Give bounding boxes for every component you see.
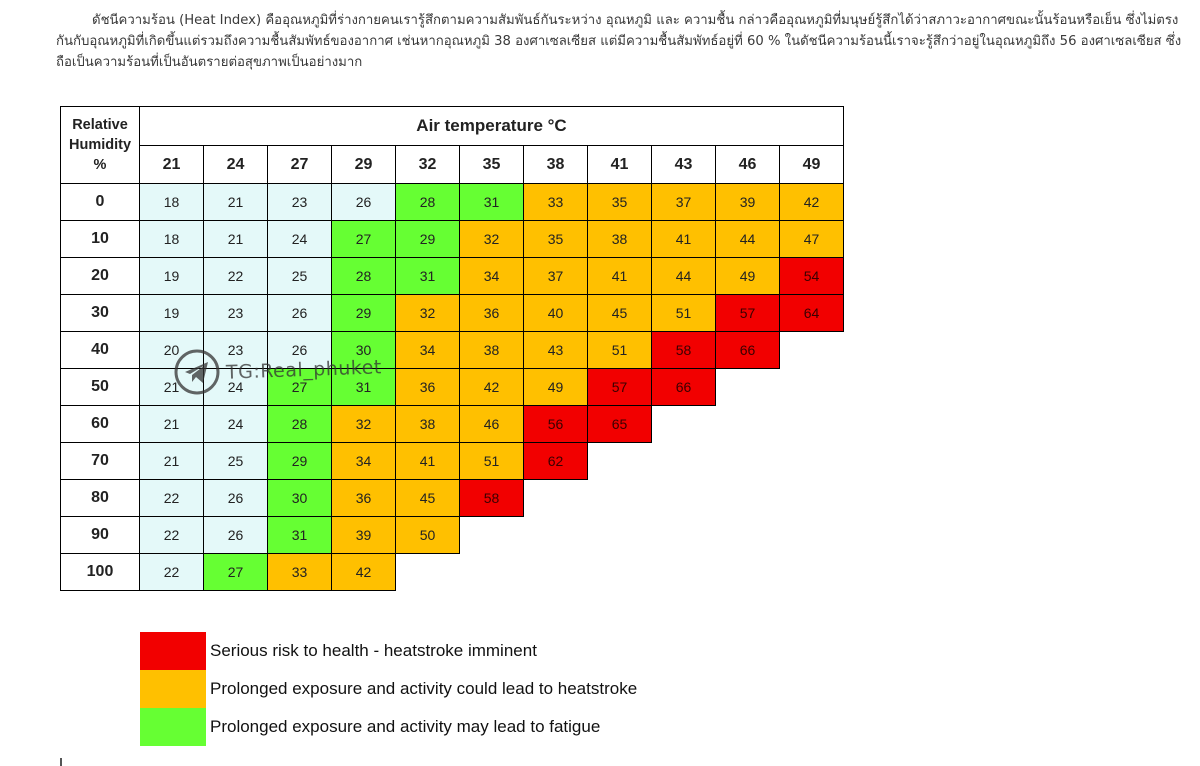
heat-index-cell: 22 — [140, 480, 204, 517]
heat-index-cell: 46 — [460, 406, 524, 443]
temperature-header-cell: 24 — [204, 146, 268, 184]
heat-index-cell: 27 — [204, 554, 268, 591]
heat-index-cell: 39 — [332, 517, 396, 554]
heat-index-rows — [61, 184, 844, 591]
humidity-cell: 30 — [61, 295, 140, 332]
legend-swatch — [140, 670, 206, 708]
heat-index-cell: 41 — [396, 443, 460, 480]
heat-index-cell: 31 — [460, 184, 524, 221]
empty-cell — [780, 406, 844, 443]
heat-index-cell: 26 — [204, 480, 268, 517]
heat-index-cell: 21 — [140, 406, 204, 443]
heat-index-cell: 36 — [396, 369, 460, 406]
heat-index-cell: 57 — [716, 295, 780, 332]
heat-index-cell: 42 — [332, 554, 396, 591]
heat-index-cell: 31 — [268, 517, 332, 554]
heat-index-cell: 40 — [524, 295, 588, 332]
heat-index-cell: 44 — [716, 221, 780, 258]
heat-index-cell: 36 — [332, 480, 396, 517]
heat-index-cell: 31 — [396, 258, 460, 295]
legend-swatch — [140, 708, 206, 746]
heat-index-cell: 51 — [460, 443, 524, 480]
heat-index-cell: 58 — [652, 332, 716, 369]
table-row — [61, 406, 844, 443]
heat-index-cell: 27 — [268, 369, 332, 406]
empty-cell — [716, 480, 780, 517]
empty-cell — [524, 554, 588, 591]
heat-index-cell: 26 — [204, 517, 268, 554]
intro-text — [56, 10, 1191, 73]
table-row — [61, 369, 844, 406]
temperature-header-cell: 32 — [396, 146, 460, 184]
heat-index-cell: 20 — [140, 332, 204, 369]
heat-index-cell: 51 — [652, 295, 716, 332]
table-row — [61, 184, 844, 221]
empty-cell — [396, 554, 460, 591]
empty-cell — [460, 554, 524, 591]
table-row — [61, 554, 844, 591]
heat-index-cell: 23 — [268, 184, 332, 221]
legend-item — [140, 670, 637, 708]
heat-index-cell: 26 — [332, 184, 396, 221]
temperature-header-cell: 29 — [332, 146, 396, 184]
temperature-header-cell: 21 — [140, 146, 204, 184]
table-row — [61, 221, 844, 258]
heat-index-cell: 33 — [268, 554, 332, 591]
heat-index-cell: 34 — [332, 443, 396, 480]
legend-item — [140, 632, 637, 670]
heat-index-cell: 34 — [460, 258, 524, 295]
heat-index-cell: 26 — [268, 295, 332, 332]
humidity-cell: 90 — [61, 517, 140, 554]
heat-index-cell: 23 — [204, 295, 268, 332]
heat-index-cell: 43 — [524, 332, 588, 369]
heat-index-cell: 28 — [396, 184, 460, 221]
empty-cell — [780, 554, 844, 591]
heat-index-cell: 21 — [204, 184, 268, 221]
table-row — [61, 332, 844, 369]
divider — [60, 758, 62, 766]
heat-index-cell: 66 — [652, 369, 716, 406]
heat-index-cell: 38 — [588, 221, 652, 258]
empty-cell — [652, 554, 716, 591]
empty-cell — [588, 480, 652, 517]
heat-index-cell: 22 — [140, 554, 204, 591]
humidity-cell: 60 — [61, 406, 140, 443]
heat-index-cell: 49 — [716, 258, 780, 295]
heat-index-cell: 33 — [524, 184, 588, 221]
relative-humidity-header: Relative Humidity % — [61, 107, 140, 184]
degree-celsius-unit: °C — [547, 116, 567, 135]
humidity-cell: 80 — [61, 480, 140, 517]
heat-index-cell: 35 — [588, 184, 652, 221]
heat-index-cell: 54 — [780, 258, 844, 295]
empty-cell — [652, 443, 716, 480]
temperature-header-cell: 27 — [268, 146, 332, 184]
empty-cell — [780, 517, 844, 554]
heat-index-table — [60, 106, 844, 591]
table-row — [61, 480, 844, 517]
air-temperature-header: Air temperature °C — [140, 107, 844, 146]
heat-index-cell: 31 — [332, 369, 396, 406]
heat-index-cell: 58 — [460, 480, 524, 517]
temperature-header-cell: 35 — [460, 146, 524, 184]
heat-index-cell: 56 — [524, 406, 588, 443]
heat-index-cell: 50 — [396, 517, 460, 554]
heat-index-cell: 35 — [524, 221, 588, 258]
heat-index-cell: 18 — [140, 221, 204, 258]
heat-index-cell: 29 — [396, 221, 460, 258]
heat-index-cell: 34 — [396, 332, 460, 369]
heat-index-cell: 22 — [140, 517, 204, 554]
heat-index-cell: 38 — [460, 332, 524, 369]
legend — [140, 632, 637, 746]
humidity-cell: 20 — [61, 258, 140, 295]
empty-cell — [588, 554, 652, 591]
heat-index-cell: 62 — [524, 443, 588, 480]
table-row — [61, 295, 844, 332]
temperature-header-cell: 49 — [780, 146, 844, 184]
heat-index-cell: 30 — [268, 480, 332, 517]
temperature-header-row — [61, 146, 844, 184]
heat-index-cell: 36 — [460, 295, 524, 332]
humidity-cell: 100 — [61, 554, 140, 591]
humidity-cell: 0 — [61, 184, 140, 221]
heat-index-cell: 64 — [780, 295, 844, 332]
heat-index-cell: 27 — [332, 221, 396, 258]
empty-cell — [652, 517, 716, 554]
heat-index-cell: 45 — [396, 480, 460, 517]
heat-index-cell: 29 — [268, 443, 332, 480]
heat-index-cell: 41 — [588, 258, 652, 295]
heat-index-cell: 19 — [140, 258, 204, 295]
heat-index-cell: 39 — [716, 184, 780, 221]
heat-index-cell: 19 — [140, 295, 204, 332]
heat-index-cell: 26 — [268, 332, 332, 369]
empty-cell — [780, 332, 844, 369]
empty-cell — [524, 517, 588, 554]
heat-index-cell: 44 — [652, 258, 716, 295]
heat-index-cell: 18 — [140, 184, 204, 221]
heat-index-cell: 42 — [780, 184, 844, 221]
heat-index-cell: 24 — [204, 406, 268, 443]
heat-index-cell: 45 — [588, 295, 652, 332]
empty-cell — [716, 517, 780, 554]
table-row — [61, 517, 844, 554]
empty-cell — [716, 406, 780, 443]
empty-cell — [588, 517, 652, 554]
empty-cell — [780, 369, 844, 406]
legend-swatch — [140, 632, 206, 670]
heat-index-cell: 28 — [268, 406, 332, 443]
humidity-cell: 70 — [61, 443, 140, 480]
heat-index-cell: 24 — [268, 221, 332, 258]
heat-index-cell: 29 — [332, 295, 396, 332]
temperature-header-cell: 38 — [524, 146, 588, 184]
heat-index-cell: 25 — [268, 258, 332, 295]
empty-cell — [716, 369, 780, 406]
heat-index-cell: 21 — [140, 369, 204, 406]
heat-index-cell: 21 — [140, 443, 204, 480]
empty-cell — [588, 443, 652, 480]
empty-cell — [652, 480, 716, 517]
empty-cell — [716, 443, 780, 480]
heat-index-cell: 41 — [652, 221, 716, 258]
heat-index-cell: 32 — [460, 221, 524, 258]
heat-index-cell: 21 — [204, 221, 268, 258]
heat-index-cell: 49 — [524, 369, 588, 406]
temperature-header-cell: 46 — [716, 146, 780, 184]
legend-item — [140, 708, 637, 746]
empty-cell — [652, 406, 716, 443]
heat-index-cell: 22 — [204, 258, 268, 295]
temperature-header-cell: 43 — [652, 146, 716, 184]
heat-index-cell: 51 — [588, 332, 652, 369]
empty-cell — [460, 517, 524, 554]
legend-label: Prolonged exposure and activity may lead to fatigue — [210, 717, 601, 736]
heat-index-cell: 24 — [204, 369, 268, 406]
heat-index-cell: 65 — [588, 406, 652, 443]
watermark-text: TG:Real_phuket — [225, 356, 383, 384]
humidity-cell: 40 — [61, 332, 140, 369]
empty-cell — [780, 443, 844, 480]
heat-index-cell: 37 — [652, 184, 716, 221]
heat-index-cell: 28 — [332, 258, 396, 295]
heat-index-cell: 37 — [524, 258, 588, 295]
table-row — [61, 258, 844, 295]
empty-cell — [780, 480, 844, 517]
heat-index-cell: 23 — [204, 332, 268, 369]
heat-index-cell: 25 — [204, 443, 268, 480]
empty-cell — [716, 554, 780, 591]
heat-index-cell: 30 — [332, 332, 396, 369]
heat-index-cell: 32 — [396, 295, 460, 332]
legend-label: Serious risk to health - heatstroke imminent — [210, 641, 537, 660]
temperature-header-cell: 41 — [588, 146, 652, 184]
humidity-cell: 50 — [61, 369, 140, 406]
intro-paragraph: ดัชนีความร้อน (Heat Index) คืออุณหภูมิที่ร่างกายคนเรารู้สึกตามความสัมพันธ์กันระหว่าง อุณหภูมิ และ ความชื้น กล่าวคืออุณหภูมิที่มนุษย์รู้สึกได้ว่าสภาวะอากาศขณะนั้นร้อนหรือเย็น ซึ่งไม่ตรงกันกับอุณหภูมิที่เกิดขึ้นแต่รวมถึงความชื้นสัมพัทธ์ของอากาศ เช่นหากอุณหภูมิ 38 องศาเซลเซียส แต่มีความชื้นสัมพัทธ์อยู่ที่ 60 % ในดัชนีความร้อนนี้เราจะรู้สึกว่าอยู่ในอุณหภูมิถึง 56 องศาเซลเซียส ซึ่งถือเป็นความร้อนที่เป็นอันตรายต่อสุขภาพเป็นอย่างมาก — [56, 13, 1182, 70]
table-row — [61, 443, 844, 480]
heat-index-cell: 47 — [780, 221, 844, 258]
heat-index-cell: 57 — [588, 369, 652, 406]
heat-index-cell: 38 — [396, 406, 460, 443]
legend-label: Prolonged exposure and activity could lead to heatstroke — [210, 679, 638, 698]
heat-index-cell: 42 — [460, 369, 524, 406]
heat-index-cell: 66 — [716, 332, 780, 369]
humidity-cell: 10 — [61, 221, 140, 258]
heat-index-cell: 32 — [332, 406, 396, 443]
empty-cell — [524, 480, 588, 517]
